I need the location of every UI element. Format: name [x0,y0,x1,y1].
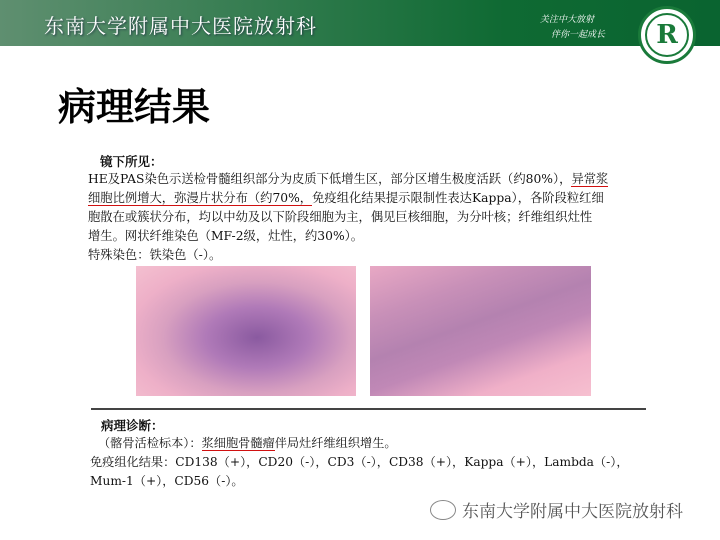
text-line: 免疫组化结果：CD138（+），CD20（-），CD3（-），CD38（+），Kappa（+），Lambda（-）， [90,455,629,469]
highlighted-text: 异常浆 [571,172,609,186]
text-segment: （髂骨活检标本）： [98,436,202,450]
page-title: 病理结果 [58,85,211,129]
section-divider [91,408,646,410]
hospital-logo [638,6,696,64]
wechat-icon [430,500,456,520]
text-segment: 伴局灶纤维组织增生。 [274,436,397,450]
header-banner [0,0,720,46]
microscopy-heading: 镜下所见： [100,154,163,169]
text-segment: HE及PAS染色示送检骨髓组织部分为皮质下低增生区，部分区增生极度活跃（约80%）， [88,172,572,186]
slogan-line2: 伴你一起成长 [551,30,606,40]
text-line: 增生。网状纤维染色（MF-2级，灶性，约30%）。 [88,229,364,243]
watermark [430,497,683,522]
histology-image-left [136,266,356,396]
logo-letter: R [645,13,689,57]
highlighted-text: 细胞比例增大，弥漫片状分布（约70%， [88,191,313,205]
text-line: 胞散在或簇状分布，均以中幼及以下阶段细胞为主，偶见巨核细胞，为分叶核；纤维组织灶性 [88,210,593,224]
text-line: Mum-1（+），CD56（-）。 [90,474,244,488]
watermark-text: 东南大学附属中大医院放射科 [462,502,683,522]
highlighted-text: 浆细胞骨髓瘤 [201,436,275,450]
microscopy-text [88,170,608,265]
histology-image-right [370,266,591,396]
text-line: 特殊染色：铁染色（-）。 [88,248,222,262]
text-segment: 免疫组化结果提示限制性表达Kappa），各阶段粒红细 [312,191,604,205]
diagnosis-text [90,434,629,491]
diagnosis-heading: 病理诊断： [101,418,164,433]
header-title: 东南大学附属中大医院放射科 [44,14,317,38]
slogan-line1: 关注中大放射 [540,15,595,25]
